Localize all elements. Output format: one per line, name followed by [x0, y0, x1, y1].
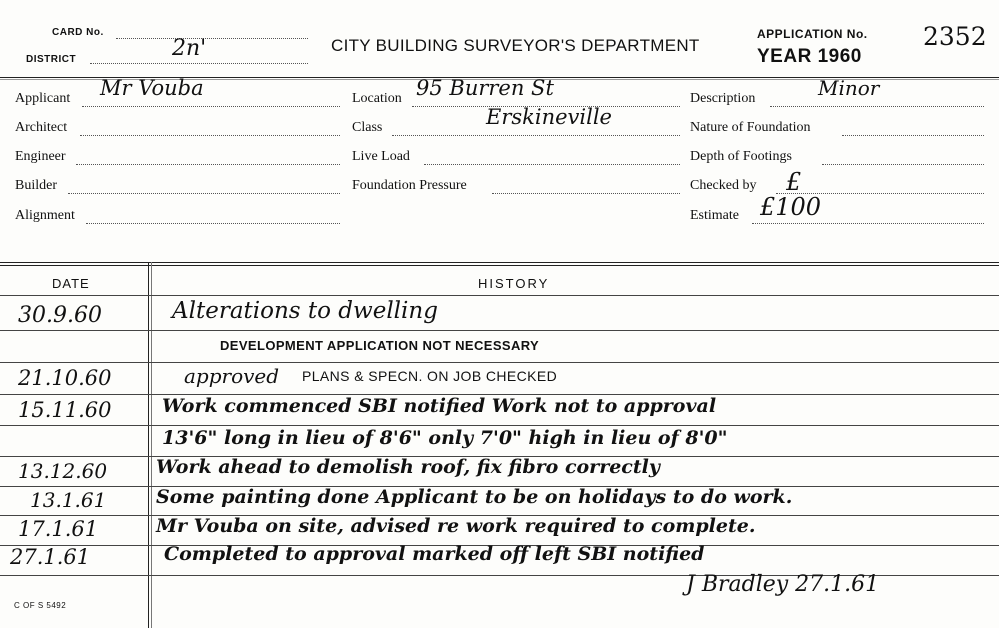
history-date: 15.11.60 — [18, 398, 112, 422]
nature-line — [842, 135, 984, 136]
architect-label: Architect — [15, 120, 68, 135]
history-entry: Mr Vouba on site, advised re work required to complete. — [156, 515, 756, 537]
description-label: Description — [690, 91, 756, 106]
form-code: C OF S 5492 — [14, 601, 67, 610]
department-title: CITY BUILDING SURVEYOR'S DEPARTMENT — [331, 36, 700, 55]
depth-line — [822, 164, 984, 165]
nature-of-foundation-label: Nature of Foundation — [690, 120, 811, 135]
alignment-label: Alignment — [15, 208, 75, 223]
history-entry: approved — [184, 364, 280, 388]
engineer-label: Engineer — [15, 149, 66, 164]
builder-line — [68, 193, 340, 194]
year: YEAR 1960 — [757, 46, 862, 67]
header-row-rule — [0, 295, 999, 296]
history-date: 30.9.60 — [18, 303, 102, 328]
foundation-pressure-label: Foundation Pressure — [352, 178, 467, 193]
class-label: Class — [352, 120, 383, 135]
card-no-line — [116, 38, 308, 39]
location-value: 95 Burren St — [416, 76, 554, 100]
description-value: Minor — [818, 76, 880, 100]
district-line — [90, 63, 308, 64]
engineer-line — [76, 164, 340, 165]
table-top-rule — [0, 262, 999, 263]
estimate-label: Estimate — [690, 208, 739, 223]
row-rule — [0, 362, 999, 363]
applicant-line — [82, 106, 340, 107]
architect-line — [80, 135, 340, 136]
class-line — [392, 135, 680, 136]
district-value: 2n' — [172, 36, 207, 61]
history-date: 21.10.60 — [18, 366, 112, 390]
depth-of-footings-label: Depth of Footings — [690, 149, 792, 164]
history-stamp: PLANS & SPECN. ON JOB CHECKED — [302, 368, 558, 384]
description-line — [770, 106, 984, 107]
live-load-line — [424, 164, 680, 165]
live-load-label: Live Load — [352, 149, 410, 164]
application-number: 2352 — [923, 22, 987, 51]
location-label: Location — [352, 91, 402, 106]
class-value: Erskineville — [486, 105, 612, 129]
estimate-value: £100 — [760, 193, 822, 221]
history-entry: Alterations to dwelling — [172, 298, 438, 324]
history-header: HISTORY — [478, 276, 550, 291]
checked-by-label: Checked by — [690, 178, 757, 193]
district-label: DISTRICT — [26, 54, 77, 65]
date-column-divider-2 — [151, 262, 152, 628]
card-no-label: CARD No. — [52, 27, 104, 38]
history-stamp: DEVELOPMENT APPLICATION NOT NECESSARY — [220, 338, 540, 353]
history-date: 17.1.61 — [18, 517, 99, 541]
history-entry: Work commenced SBI notified Work not to approval — [162, 395, 717, 417]
date-header: DATE — [52, 276, 90, 291]
alignment-line — [86, 223, 340, 224]
foundation-pressure-line — [492, 193, 680, 194]
history-date: 13.1.61 — [30, 488, 107, 512]
builder-label: Builder — [15, 178, 57, 193]
history-date: 13.12.60 — [18, 459, 108, 483]
applicant-label: Applicant — [15, 91, 71, 106]
row-rule — [0, 330, 999, 331]
table-top-rule-2 — [0, 265, 999, 266]
history-entry: 13'6" long in lieu of 8'6" only 7'0" high in lieu of 8'0" — [162, 427, 728, 449]
application-label: APPLICATION No. — [757, 27, 868, 41]
row-rule — [0, 425, 999, 426]
checked-value: £ — [786, 168, 802, 196]
estimate-line — [752, 223, 984, 224]
signature: J Bradley 27.1.61 — [686, 572, 880, 597]
history-entry: Completed to approval marked off left SBI notified — [164, 543, 705, 565]
history-entry: Work ahead to demolish roof, fix fibro correctly — [156, 456, 660, 478]
date-column-divider — [148, 262, 149, 628]
history-date: 27.1.61 — [10, 545, 91, 569]
history-entry: Some painting done Applicant to be on holidays to do work. — [156, 486, 793, 508]
applicant-value: Mr Vouba — [100, 76, 204, 100]
